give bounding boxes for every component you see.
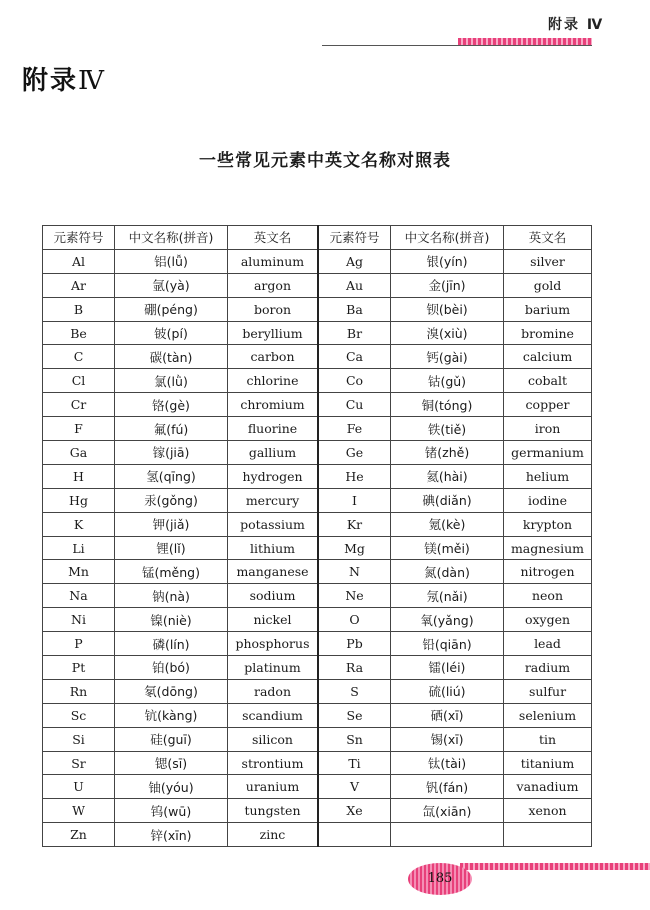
table-row — [43, 321, 592, 345]
element-symbol: Co — [318, 369, 391, 393]
element-chinese-name: 钒(fán) — [391, 775, 504, 799]
element-chinese-name: 铂(bó) — [115, 656, 228, 680]
element-chinese-name: 镁(měi) — [391, 536, 504, 560]
running-head-label: 附录 — [548, 17, 580, 33]
element-chinese-name: 钾(jiǎ) — [115, 512, 228, 536]
element-chinese-name: 锗(zhě) — [391, 441, 504, 465]
element-symbol: Al — [43, 249, 115, 273]
table-row — [43, 536, 592, 560]
element-symbol: He — [318, 464, 391, 488]
table-row — [43, 441, 592, 465]
element-symbol: Ga — [43, 441, 115, 465]
element-english-name: hydrogen — [228, 464, 319, 488]
element-symbol: Ne — [318, 584, 391, 608]
element-english-name: carbon — [228, 345, 319, 369]
element-chinese-name: 硼(péng) — [115, 297, 228, 321]
element-english-name: zinc — [228, 823, 319, 847]
element-chinese-name: 铁(tiě) — [391, 417, 504, 441]
element-symbol: Cl — [43, 369, 115, 393]
element-chinese-name: 铬(gè) — [115, 393, 228, 417]
element-chinese-name: 氦(hài) — [391, 464, 504, 488]
element-symbol: Br — [318, 321, 391, 345]
table-row — [43, 249, 592, 273]
table-row — [43, 584, 592, 608]
table-row — [43, 632, 592, 656]
element-symbol: Au — [318, 273, 391, 297]
header-symbol: 元素符号 — [43, 226, 115, 250]
element-chinese-name: 铜(tóng) — [391, 393, 504, 417]
table-row — [43, 512, 592, 536]
element-english-name: chromium — [228, 393, 319, 417]
element-chinese-name: 硫(liú) — [391, 679, 504, 703]
element-english-name: nickel — [228, 608, 319, 632]
element-symbol: Mg — [318, 536, 391, 560]
element-symbol: Ca — [318, 345, 391, 369]
header-rule — [322, 45, 592, 46]
element-chinese-name: 金(jīn) — [391, 273, 504, 297]
element-english-name: sodium — [228, 584, 319, 608]
element-english-name: gallium — [228, 441, 319, 465]
element-english-name: iodine — [504, 488, 592, 512]
element-chinese-name: 钴(gǔ) — [391, 369, 504, 393]
element-chinese-name: 氟(fú) — [115, 417, 228, 441]
element-symbol — [318, 823, 391, 847]
element-chinese-name: 氩(yà) — [115, 273, 228, 297]
table-row — [43, 608, 592, 632]
element-english-name: bromine — [504, 321, 592, 345]
element-symbol: Cr — [43, 393, 115, 417]
element-english-name: oxygen — [504, 608, 592, 632]
element-chinese-name: 汞(gǒng) — [115, 488, 228, 512]
element-chinese-name: 锶(sī) — [115, 751, 228, 775]
element-symbol: H — [43, 464, 115, 488]
element-chinese-name: 磷(lín) — [115, 632, 228, 656]
element-english-name: strontium — [228, 751, 319, 775]
element-english-name: uranium — [228, 775, 319, 799]
table-row — [43, 488, 592, 512]
page-number: 185 — [408, 863, 472, 895]
element-symbol: S — [318, 679, 391, 703]
table-header-row — [43, 226, 592, 250]
element-symbol: Kr — [318, 512, 391, 536]
element-english-name: boron — [228, 297, 319, 321]
element-english-name: magnesium — [504, 536, 592, 560]
element-chinese-name: 钛(tài) — [391, 751, 504, 775]
element-english-name: neon — [504, 584, 592, 608]
element-english-name: barium — [504, 297, 592, 321]
element-symbol: K — [43, 512, 115, 536]
element-symbol: B — [43, 297, 115, 321]
element-chinese-name: 碘(diǎn) — [391, 488, 504, 512]
element-chinese-name — [391, 823, 504, 847]
element-symbol: Pt — [43, 656, 115, 680]
table-row — [43, 393, 592, 417]
element-symbol: Mn — [43, 560, 115, 584]
element-english-name: radium — [504, 656, 592, 680]
element-chinese-name: 硅(guī) — [115, 727, 228, 751]
element-english-name: cobalt — [504, 369, 592, 393]
element-english-name: iron — [504, 417, 592, 441]
element-chinese-name: 钙(gài) — [391, 345, 504, 369]
header-chinese-name: 中文名称(拼音) — [115, 226, 228, 250]
table-row — [43, 775, 592, 799]
element-english-name: scandium — [228, 703, 319, 727]
element-chinese-name: 铍(pí) — [115, 321, 228, 345]
element-symbol: Ag — [318, 249, 391, 273]
element-chinese-name: 钨(wū) — [115, 799, 228, 823]
running-head — [548, 14, 604, 34]
element-chinese-name: 钡(bèi) — [391, 297, 504, 321]
element-chinese-name: 碳(tàn) — [115, 345, 228, 369]
header-chinese-name: 中文名称(拼音) — [391, 226, 504, 250]
element-chinese-name: 铝(lǚ) — [115, 249, 228, 273]
element-symbol: Sr — [43, 751, 115, 775]
element-symbol: Hg — [43, 488, 115, 512]
element-english-name: silver — [504, 249, 592, 273]
element-chinese-name: 锰(měng) — [115, 560, 228, 584]
element-symbol: Xe — [318, 799, 391, 823]
element-chinese-name: 银(yín) — [391, 249, 504, 273]
element-chinese-name: 镍(niè) — [115, 608, 228, 632]
header-english-name: 英文名 — [228, 226, 319, 250]
element-chinese-name: 氧(yǎng) — [391, 608, 504, 632]
element-symbol: N — [318, 560, 391, 584]
element-english-name: aluminum — [228, 249, 319, 273]
element-english-name: potassium — [228, 512, 319, 536]
element-symbol: Se — [318, 703, 391, 727]
table-row — [43, 464, 592, 488]
element-english-name: radon — [228, 679, 319, 703]
element-symbol: Fe — [318, 417, 391, 441]
element-symbol: I — [318, 488, 391, 512]
element-symbol: V — [318, 775, 391, 799]
element-english-name: krypton — [504, 512, 592, 536]
element-english-name: sulfur — [504, 679, 592, 703]
element-chinese-name: 氯(lǜ) — [115, 369, 228, 393]
element-chinese-name: 氙(xiān) — [391, 799, 504, 823]
table-row — [43, 727, 592, 751]
element-symbol: Si — [43, 727, 115, 751]
element-symbol: C — [43, 345, 115, 369]
element-chinese-name: 锂(lǐ) — [115, 536, 228, 560]
element-english-name: calcium — [504, 345, 592, 369]
element-symbol: Na — [43, 584, 115, 608]
element-symbol: Ge — [318, 441, 391, 465]
element-symbol: W — [43, 799, 115, 823]
table-row — [43, 751, 592, 775]
element-symbol: Ba — [318, 297, 391, 321]
element-chinese-name: 锡(xī) — [391, 727, 504, 751]
element-english-name: platinum — [228, 656, 319, 680]
element-english-name: silicon — [228, 727, 319, 751]
element-english-name: vanadium — [504, 775, 592, 799]
element-english-name: phosphorus — [228, 632, 319, 656]
table-row — [43, 273, 592, 297]
element-english-name: gold — [504, 273, 592, 297]
element-english-name — [504, 823, 592, 847]
element-symbol: Ni — [43, 608, 115, 632]
element-english-name: selenium — [504, 703, 592, 727]
element-symbol: Li — [43, 536, 115, 560]
running-head-numeral: Ⅳ — [586, 17, 605, 33]
table-row — [43, 297, 592, 321]
element-chinese-name: 氖(nǎi) — [391, 584, 504, 608]
table-row — [43, 823, 592, 847]
element-chinese-name: 溴(xiù) — [391, 321, 504, 345]
element-english-name: titanium — [504, 751, 592, 775]
appendix-numeral: Ⅳ — [78, 66, 106, 96]
element-english-name: manganese — [228, 560, 319, 584]
element-symbol: Sc — [43, 703, 115, 727]
table-title: 一些常见元素中英文名称对照表 — [199, 151, 451, 171]
header-symbol: 元素符号 — [318, 226, 391, 250]
table-row — [43, 369, 592, 393]
footer-stripe-decoration — [460, 863, 650, 870]
element-english-name: beryllium — [228, 321, 319, 345]
table-row — [43, 799, 592, 823]
element-english-name: lead — [504, 632, 592, 656]
element-chinese-name: 氡(dōng) — [115, 679, 228, 703]
table-row — [43, 656, 592, 680]
element-english-name: germanium — [504, 441, 592, 465]
element-chinese-name: 硒(xī) — [391, 703, 504, 727]
element-symbol: Rn — [43, 679, 115, 703]
element-english-name: mercury — [228, 488, 319, 512]
element-chinese-name: 铀(yóu) — [115, 775, 228, 799]
element-chinese-name: 氪(kè) — [391, 512, 504, 536]
element-symbol: Pb — [318, 632, 391, 656]
table-row — [43, 679, 592, 703]
element-english-name: lithium — [228, 536, 319, 560]
element-chinese-name: 钪(kàng) — [115, 703, 228, 727]
header-english-name: 英文名 — [504, 226, 592, 250]
element-symbol: Ra — [318, 656, 391, 680]
element-symbol: Cu — [318, 393, 391, 417]
element-chinese-name: 氮(dàn) — [391, 560, 504, 584]
element-english-name: copper — [504, 393, 592, 417]
element-symbol: Ti — [318, 751, 391, 775]
element-symbol: Sn — [318, 727, 391, 751]
element-symbol: U — [43, 775, 115, 799]
element-symbol: Zn — [43, 823, 115, 847]
element-english-name: argon — [228, 273, 319, 297]
table-row — [43, 560, 592, 584]
element-symbol: O — [318, 608, 391, 632]
element-symbol: F — [43, 417, 115, 441]
element-english-name: tungsten — [228, 799, 319, 823]
element-english-name: xenon — [504, 799, 592, 823]
element-english-name: helium — [504, 464, 592, 488]
element-chinese-name: 镓(jiā) — [115, 441, 228, 465]
appendix-label: 附录 — [22, 66, 79, 96]
element-symbol: P — [43, 632, 115, 656]
element-english-name: tin — [504, 727, 592, 751]
element-chinese-name: 锌(xīn) — [115, 823, 228, 847]
element-chinese-name: 氢(qīng) — [115, 464, 228, 488]
element-english-name: fluorine — [228, 417, 319, 441]
element-symbol: Ar — [43, 273, 115, 297]
element-chinese-name: 钠(nà) — [115, 584, 228, 608]
table-row — [43, 417, 592, 441]
table-row — [43, 703, 592, 727]
element-chinese-name: 铅(qiān) — [391, 632, 504, 656]
element-names-table — [42, 225, 592, 847]
appendix-title — [22, 60, 106, 97]
table-row — [43, 345, 592, 369]
element-chinese-name: 镭(léi) — [391, 656, 504, 680]
element-english-name: chlorine — [228, 369, 319, 393]
element-english-name: nitrogen — [504, 560, 592, 584]
element-symbol: Be — [43, 321, 115, 345]
header-stripe-decoration — [458, 38, 592, 45]
